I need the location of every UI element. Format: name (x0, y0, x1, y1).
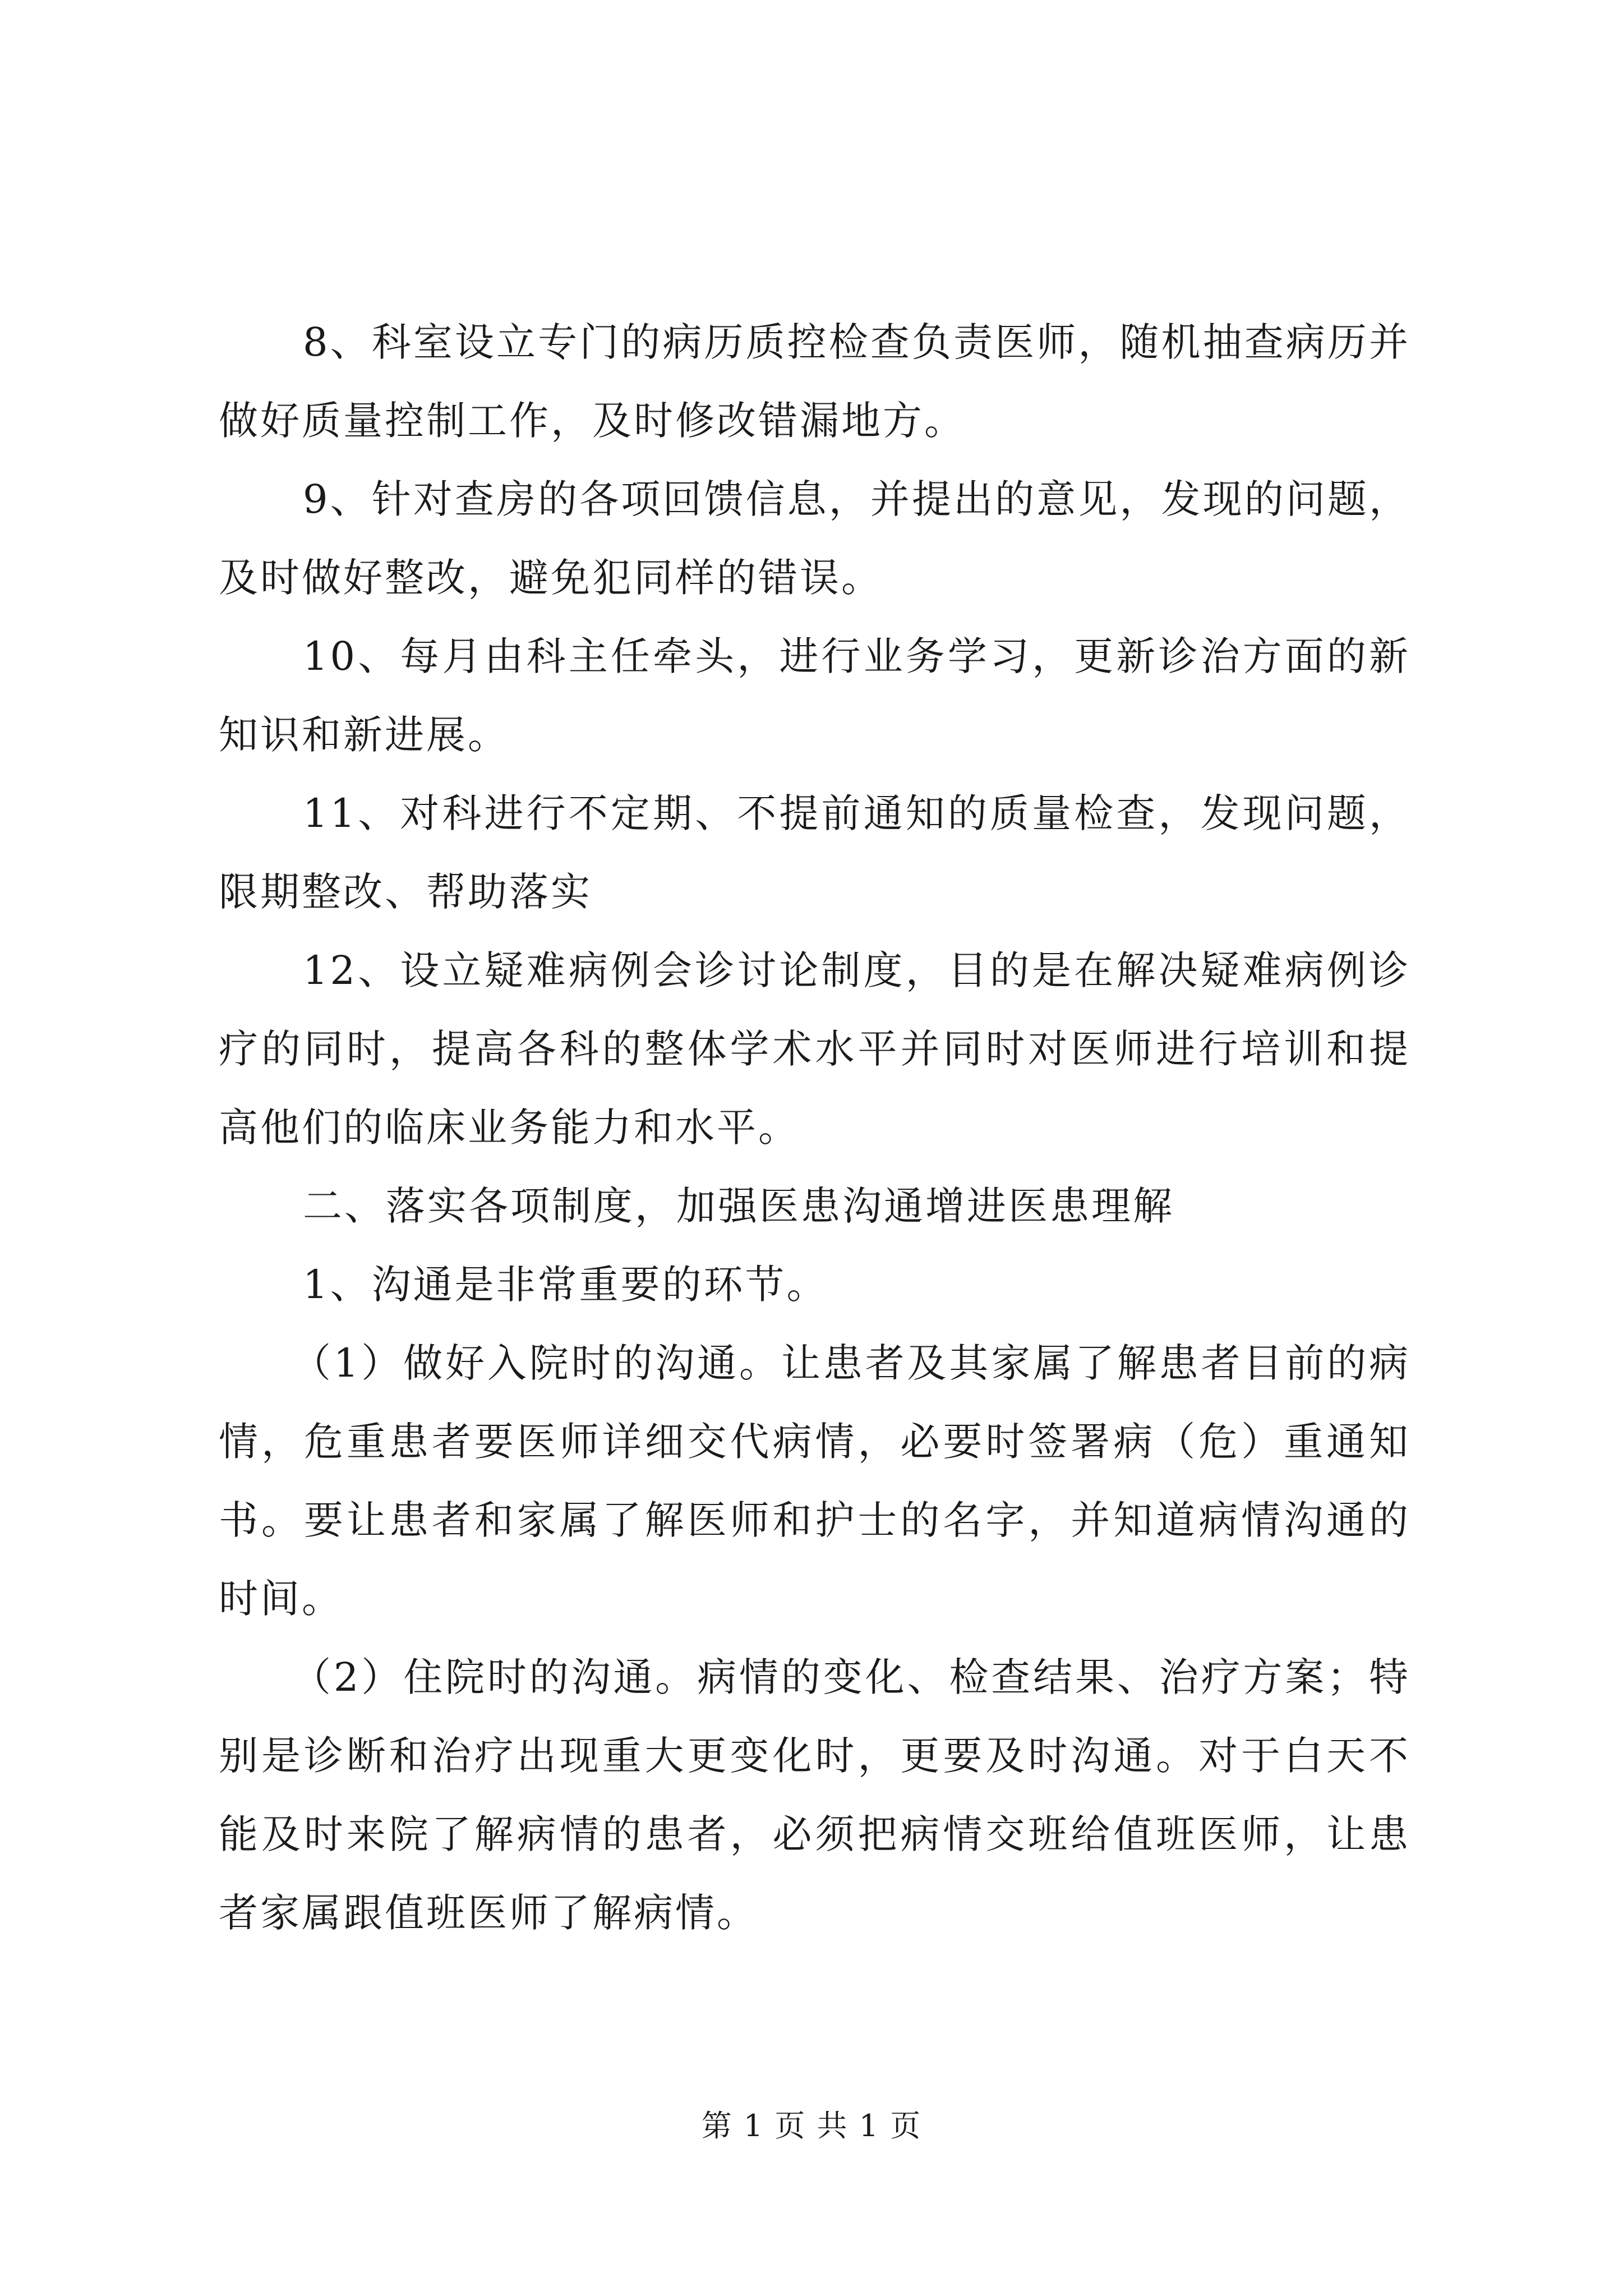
paragraph-item-8: 8、科室设立专门的病历质控检查负责医师，随机抽查病历并做好质量控制工作，及时修改错漏地方。 (219, 319, 1410, 444)
paragraph-communication-intro: 1、沟通是非常重要的环节。 (303, 1262, 828, 1308)
paragraph-item-12: 12、设立疑难病例会诊讨论制度，目的是在解决疑难病例诊疗的同时，提高各科的整体学术水平并同时对医师进行培训和提高他们的临床业务能力和水平。 (219, 947, 1410, 1151)
page-footer: 第 1 页 共 1 页 (701, 2108, 922, 2143)
document-body (219, 303, 1410, 1952)
paragraph-admission-communication: （1）做好入院时的沟通。让患者及其家属了解患者目前的病情，危重患者要医师详细交代病情，必要时签署病（危）重通知书。要让患者和家属了解医师和护士的名字，并知道病情沟通的时间。 (219, 1340, 1410, 1622)
paragraph-item-9: 9、针对查房的各项回馈信息，并提出的意见，发现的问题，及时做好整改，避免犯同样的错误。 (219, 476, 1410, 601)
paragraph-item-11: 11、对科进行不定期、不提前通知的质量检查，发现问题，限期整改、帮助落实 (219, 790, 1410, 915)
section-heading-2: 二、落实各项制度，加强医患沟通增进医患理解 (303, 1183, 1174, 1229)
paragraph-item-10: 10、每月由科主任牵头，进行业务学习，更新诊治方面的新知识和新进展。 (219, 633, 1410, 758)
paragraph-inpatient-communication: （2）住院时的沟通。病情的变化、检查结果、治疗方案；特别是诊断和治疗出现重大更变化时，更要及时沟通。对于白天不能及时来院了解病情的患者，必须把病情交班给值班医师，让患者家属跟值班医师了解病情。 (219, 1654, 1410, 1936)
